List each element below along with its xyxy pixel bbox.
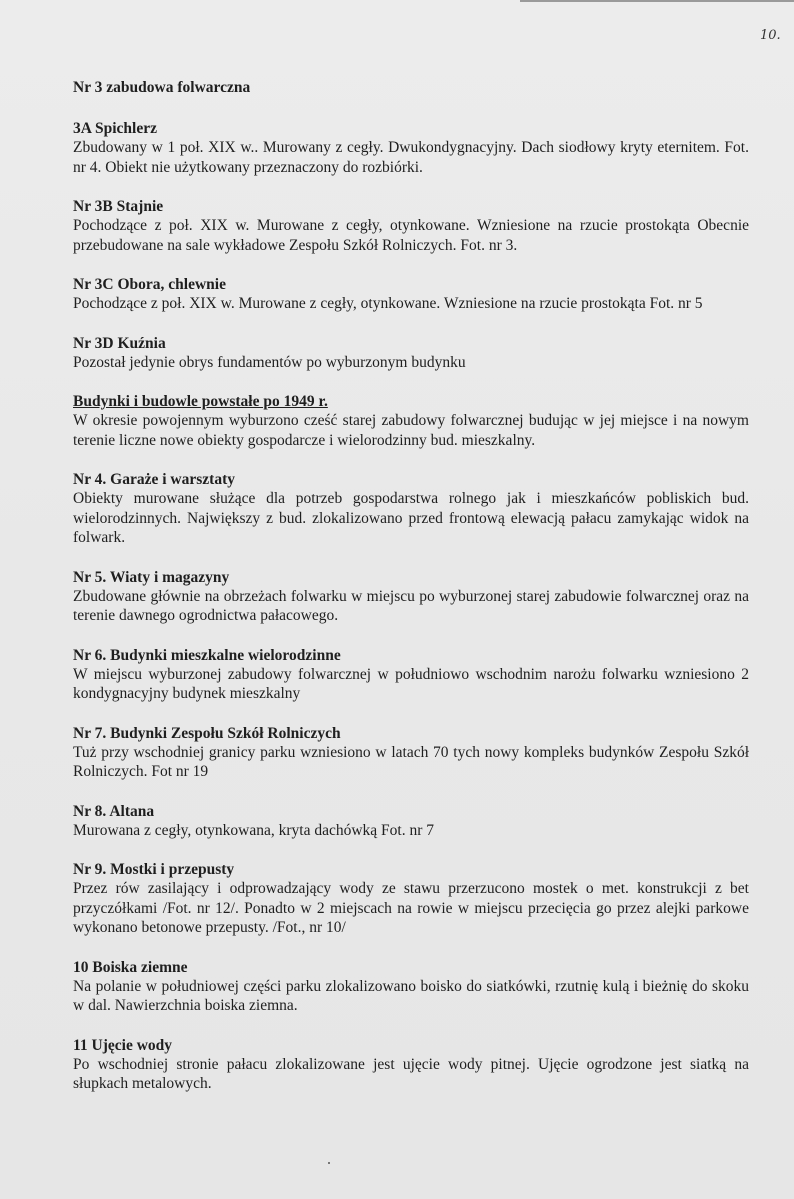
section-11-ujecie [73, 1036, 749, 1094]
section-body: Pochodzące z poł. XIX w. Murowane z cegły, otynkowane. Wzniesione na rzucie prostokąta Obecnie przebudowane na sale wykładowe Zespołu Szkół Rolniczych. Fot. nr 3. [73, 217, 749, 254]
document-body [73, 78, 749, 1114]
section-body: Pochodzące z poł. XIX w. Murowane z cegły, otynkowane. Wzniesione na rzucie prostokąta Fot. nr 5 [73, 295, 703, 312]
section-nr6-budynki [73, 646, 749, 704]
section-heading: Nr 8. Altana [73, 802, 155, 820]
section-body: Na polanie w południowej części parku zlokalizowano boisko do siatkówki, rzutnię kulą i bieżnię do skoku w dal. Nawierzchnia boiska ziemna. [73, 977, 749, 1014]
section-nr5-wiaty [73, 568, 749, 626]
section-body: Po wschodniej stronie pałacu zlokalizowane jest ujęcie wody pitnej. Ujęcie ogrodzone jest siatką na słupkach metalowych. [73, 1055, 749, 1092]
section-heading: Nr 3B Stajnie [73, 198, 164, 215]
section-body: Zbudowany w 1 poł. XIX w.. Murowany z cegły. Dwukondygnacyjny. Dach siodłowy kryty eternitem. Fot. nr 4. Obiekt nie użytkowany przeznaczony do rozbiórki. [73, 139, 749, 176]
section-heading: 11 Ujęcie wody [73, 1036, 173, 1054]
section-heading: 10 Boiska ziemne [73, 958, 188, 976]
section-10-boiska [73, 958, 749, 1016]
scan-speck [328, 1162, 330, 1164]
scan-edge-line [520, 0, 794, 2]
section-heading: Nr 3D Kuźnia [73, 334, 166, 352]
section-nr4-garaze [73, 470, 749, 548]
section-body: Pozostał jedynie obrys fundamentów po wyburzonym budynku [73, 353, 466, 371]
section-body: Obiekty murowane służące dla potrzeb gospodarstwa rolnego jak i mieszkańców pobliskich bud. wielorodzinnych. Największy z bud. zlokalizowano przed frontową elewacją pałacu zamykając widok na folwark. [73, 490, 749, 546]
section-nr8-altana [73, 802, 749, 841]
page-number: 10. [760, 28, 781, 43]
section-heading: Nr 3 zabudowa folwarczna [73, 79, 251, 96]
section-body: Tuż przy wschodniej granicy parku wzniesiono w latach 70 tych nowy kompleks budynków Zespołu Szkół Rolniczych. Fot nr 19 [73, 743, 749, 780]
section-body: Przez rów zasilający i odprowadzający wody ze stawu przerzucono mostek o met. konstrukcji z bet przyczółkami /Fot. nr 12/. Ponadto w 2 miejscach na rowie w miejscu przecięcia go przez alejki parkowe wykonano betonowe przepusty. /Fot., nr 10/ [73, 880, 749, 936]
section-post-1949 [73, 392, 749, 450]
section-3d-kuznia [73, 334, 749, 373]
section-body: Murowana z cegły, otynkowana, kryta dachówką Fot. nr 7 [73, 821, 434, 839]
section-heading: Nr 6. Budynki mieszkalne wielorodzinne [73, 646, 341, 664]
section-heading: Nr 9. Mostki i przepusty [73, 861, 235, 878]
section-heading: Nr 4. Garaże i warsztaty [73, 471, 235, 488]
section-heading: Budynki i budowle powstałe po 1949 r. [73, 393, 328, 410]
section-body: Zbudowane głównie na obrzeżach folwarku w miejscu po wyburzonej starej zabudowie folwarcznej oraz na terenie dawnego ogrodnictwa pałacowego. [73, 587, 749, 624]
section-nr9-mostki [73, 860, 749, 938]
section-heading: Nr 5. Wiaty i magazyny [73, 568, 230, 586]
section-body: W miejscu wyburzonej zabudowy folwarcznej w południowo wschodnim narożu folwarku wzniesiono 2 kondygnacyjny budynek mieszkalny [73, 665, 749, 702]
section-heading: 3A Spichlerz [73, 120, 157, 137]
section-3c-obora [73, 275, 749, 314]
section-3b-stajnie [73, 197, 749, 255]
section-heading: Nr 7. Budynki Zespołu Szkół Rolniczych [73, 724, 341, 742]
section-heading: Nr 3C Obora, chlewnie [73, 276, 226, 293]
section-nr3 [73, 78, 749, 97]
section-3a-spichlerz [73, 119, 749, 177]
section-body: W okresie powojennym wyburzono cześć starej zabudowy folwarcznej budując w jej miejsce i na nowym terenie liczne nowe obiekty gospodarcze i wielorodzinny bud. mieszkalny. [73, 412, 749, 449]
section-nr7-zsr [73, 724, 749, 782]
